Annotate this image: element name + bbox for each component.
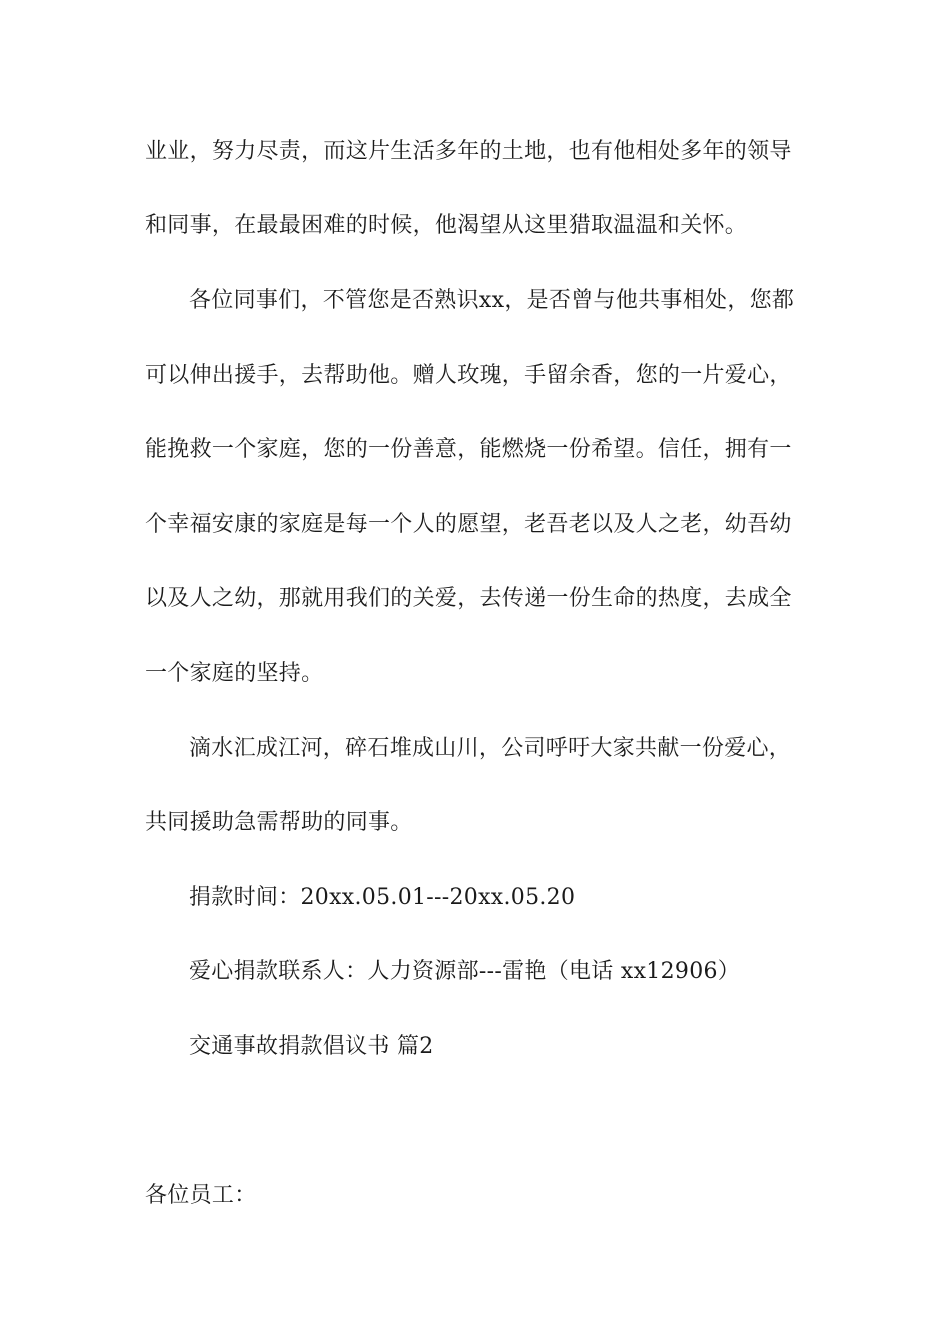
paragraph-line: 能挽救一个家庭，您的一份善意，能燃烧一份希望。信任，拥有一 [145,437,792,462]
donation-contact: 爱心捐款联系人：人力资源部---雷艳（电话 xx12906） [189,959,741,984]
paragraph-line: 一个家庭的坚持。 [145,661,324,686]
paragraph-line: 滴水汇成江河，碎石堆成山川，公司呼吁大家共献一份爱心， [189,736,792,761]
paragraph-line: 业业，努力尽责，而这片生活多年的土地，也有他相处多年的领导 [145,139,792,164]
section-heading: 交通事故捐款倡议书 篇2 [189,1034,434,1059]
paragraph-line: 和同事，在最最困难的时候，他渴望从这里猎取温温和关怀。 [145,213,748,238]
paragraph-line: 以及人之幼，那就用我们的关爱，去传递一份生命的热度，去成全 [145,586,792,611]
paragraph-line: 可以伸出援手，去帮助他。赠人玫瑰，手留余香，您的一片爱心， [145,363,792,388]
paragraph-line: 个幸福安康的家庭是每一个人的愿望，老吾老以及人之老，幼吾幼 [145,512,792,537]
paragraph-line: 各位同事们，不管您是否熟识xx，是否曾与他共事相处，您都 [189,288,795,313]
donation-period: 捐款时间：20xx.05.01---20xx.05.20 [189,885,576,910]
salutation: 各位员工： [145,1183,257,1208]
paragraph-line: 共同援助急需帮助的同事。 [145,810,413,835]
